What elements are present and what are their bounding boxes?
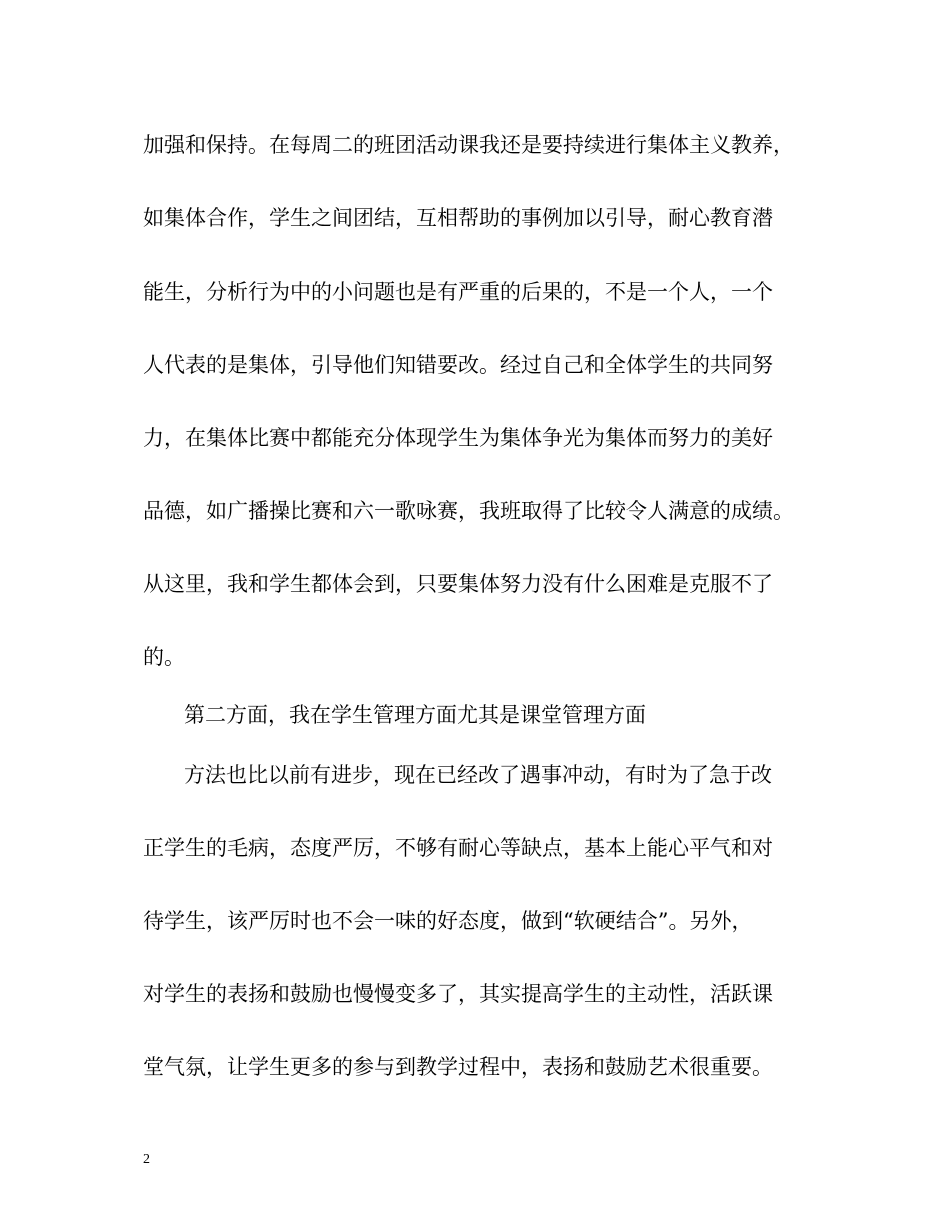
- text-line: 加强和保持。在每周二的班团活动课我还是要持续进行集体主义教养，: [143, 133, 794, 157]
- text-line: 人代表的是集体，引导他们知错要改。经过自己和全体学生的共同努: [143, 353, 773, 377]
- text-line: 能生，分析行为中的小问题也是有严重的后果的，不是一个人，一个: [143, 280, 773, 304]
- paragraph-heading-line: 第二方面，我在学生管理方面尤其是课堂管理方面: [184, 703, 646, 727]
- text-line: 堂气氛，让学生更多的参与到教学过程中，表扬和鼓励艺术很重要。: [143, 1055, 773, 1079]
- text-line: 的。: [143, 645, 185, 669]
- text-line: 方法也比以前有进步，现在已经改了遇事冲动，有时为了急于改: [184, 763, 772, 787]
- text-line: 对学生的表扬和鼓励也慢慢变多了，其实提高学生的主动性，活跃课: [143, 982, 773, 1006]
- text-line: 从这里，我和学生都体会到，只要集体努力没有什么困难是克服不了: [143, 572, 773, 596]
- text-line: 正学生的毛病，态度严厉，不够有耐心等缺点，基本上能心平气和对: [143, 836, 773, 860]
- page-number: 2: [143, 1152, 150, 1167]
- text-line: 待学生，该严厉时也不会一味的好态度，做到“软硬结合”。另外，: [143, 909, 753, 933]
- text-line: 品德，如广播操比赛和六一歌咏赛，我班取得了比较令人满意的成绩。: [143, 499, 794, 523]
- text-line: 力，在集体比赛中都能充分体现学生为集体争光为集体而努力的美好: [143, 426, 773, 450]
- text-line: 如集体合作，学生之间团结，互相帮助的事例加以引导，耐心教育潜: [143, 206, 773, 230]
